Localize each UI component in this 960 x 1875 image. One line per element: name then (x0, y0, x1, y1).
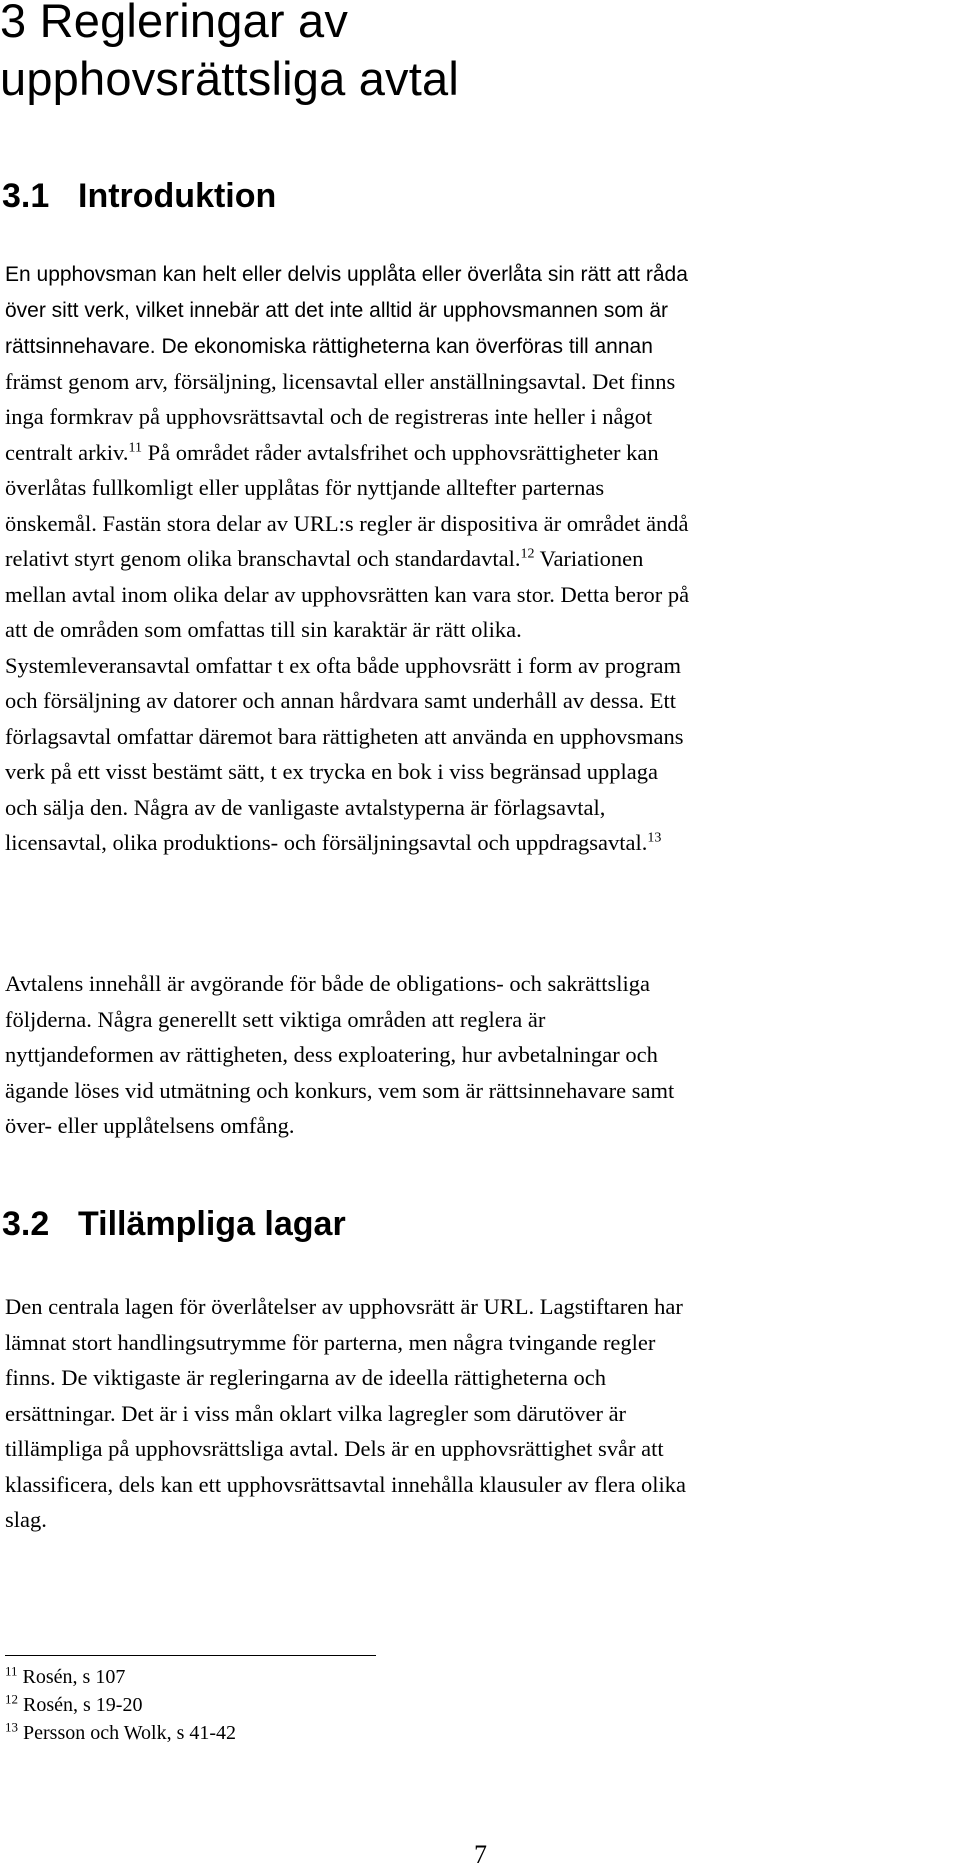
section-title: Introduktion (78, 177, 277, 215)
text-line: Variationen (534, 546, 644, 571)
paragraph-lagar (5, 1289, 953, 1538)
text-line: inga formkrav på upphovsrättsavtal och de registreras inte heller i något (5, 404, 653, 429)
section-number: 3.2 (2, 1205, 50, 1243)
footnote (5, 1719, 236, 1747)
text-line: att de områden som omfattas till sin karaktär är rätt olika. (5, 617, 522, 642)
text-line: finns. De viktigaste är regleringarna av de ideella rättigheterna och (5, 1365, 606, 1390)
section-heading-introduktion (2, 176, 276, 216)
text-line: ersättningar. Det är i viss mån oklart vilka lagregler som därutöver är (5, 1400, 627, 1426)
text-line: rättsinnehavare. (5, 335, 162, 358)
text-line: följderna. Några generellt sett viktiga områden att reglera är (5, 1006, 546, 1032)
text-line: En upphovsman kan helt eller delvis upplåta eller överlåta sin rätt att råda (5, 263, 688, 286)
footnote (5, 1663, 125, 1691)
text-line: Den centrala lagen för överlåtelser av upphovsrätt är URL. Lagstiftaren har (5, 1294, 683, 1319)
text-line: mellan avtal inom olika delar av upphovsrätten kan vara stor. Detta beror på (5, 581, 690, 607)
footnote-ref[interactable]: 13 (647, 830, 662, 846)
footnote-text: Rosén, s 19-20 (23, 1694, 143, 1716)
text-line: Systemleveransavtal omfattar t ex ofta både upphovsrätt i form av program (5, 652, 682, 678)
text-line: nyttjandeformen av rättigheten, dess exploatering, hur avbetalningar och (5, 1042, 658, 1067)
text-line: relativt styrt genom olika branschavtal och standardavtal. (5, 546, 521, 571)
text-line: licensavtal, olika produktions- och försäljningsavtal och uppdragsavtal. (5, 830, 648, 855)
text-line: Det finns (586, 368, 676, 394)
footnote-ref[interactable]: 12 (520, 546, 535, 562)
text-line: ägande löses vid utmätning och konkurs, vem som är rättsinnehavare samt (5, 1077, 675, 1103)
text-line: verk på ett visst bestämt sätt, t ex trycka en bok i viss begränsad upplaga (5, 759, 658, 784)
chapter-heading-line: upphovsrättsliga avtal (0, 52, 460, 105)
footnote (5, 1691, 142, 1719)
text-line: och sälja den. Några av de vanligaste avtalstyperna är förlagsavtal, (5, 794, 606, 820)
text-line: De ekonomiska rättigheterna kan överföras till annan (161, 335, 653, 358)
text-line: Avtalens innehåll är avgörande för både de obligations- och sakrättsliga (5, 971, 650, 996)
paragraph-intro (5, 257, 953, 861)
footnote-divider (5, 1655, 376, 1656)
section-number: 3.1 (2, 177, 50, 215)
text-line: slag. (5, 1507, 47, 1532)
section-title: Tillämpliga lagar (78, 1205, 346, 1243)
section-heading-tillampliga-lagar (2, 1204, 346, 1244)
page-number: 7 (474, 1840, 487, 1869)
footnote-number: 11 (5, 1663, 18, 1679)
text-line: tillämpliga på upphovsrättsliga avtal. Dels är en upphovsrättighet svår att (5, 1436, 664, 1461)
footnote-number: 12 (5, 1691, 18, 1707)
footnote-text: Rosén, s 107 (22, 1666, 126, 1688)
text-line: och försäljning av datorer och annan hårdvara samt underhåll av dessa. Ett (5, 688, 677, 713)
footnote-ref[interactable]: 11 (128, 440, 142, 455)
chapter-heading-line: 3 Regleringar av (0, 0, 349, 47)
text-line: lämnat stort handlingsutrymme för parterna, men några tvingande regler (5, 1329, 656, 1355)
text-line: förlagsavtal omfattar däremot bara rättigheten att använda en upphovsmans (5, 723, 684, 749)
text-line: centralt arkiv. (5, 439, 129, 465)
text-line: över- eller upplåtelsens omfång. (5, 1113, 295, 1138)
paragraph-avtalens-innehall (5, 966, 953, 1144)
footnote-text: Persson och Wolk, s 41-42 (23, 1722, 237, 1744)
chapter-heading (0, 0, 459, 108)
text-line: överlåtas fullkomligt eller upplåtas för nyttjande alltefter parternas (5, 475, 605, 500)
text-line: önskemål. Fastän stora delar av URL:s regler är dispositiva är området ändå (5, 510, 689, 536)
text-line: över sitt verk, vilket innebär att det inte alltid är upphovsmannen som är (5, 298, 668, 322)
text-line: På området råder avtalsfrihet och upphovsrättigheter kan (141, 439, 659, 465)
text-line: klassificera, dels kan ett upphovsrättsavtal innehålla klausuler av flera olika (5, 1471, 687, 1497)
text-line: främst genom arv, försäljning, licensavtal eller anställningsavtal. (5, 368, 587, 394)
footnote-number: 13 (5, 1719, 18, 1735)
